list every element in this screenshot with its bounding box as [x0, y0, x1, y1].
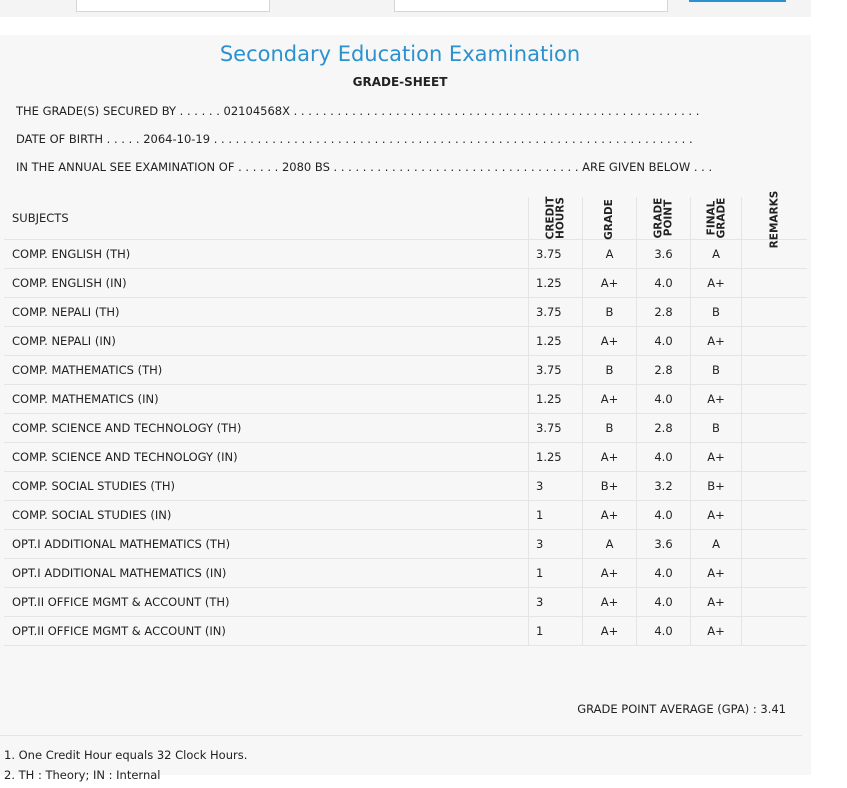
grade-cell: B — [583, 298, 637, 327]
table-row — [4, 414, 807, 443]
subject-cell: OPT.I ADDITIONAL MATHEMATICS (TH) — [4, 530, 529, 559]
table-row — [4, 559, 807, 588]
grade-point-cell: 4.0 — [637, 385, 691, 414]
grade-point-cell: 4.0 — [637, 559, 691, 588]
table-row — [4, 472, 807, 501]
grade-cell: B — [583, 414, 637, 443]
credit-hours-cell: 1 — [529, 501, 583, 530]
credit-hours-cell: 1 — [529, 559, 583, 588]
remarks-cell — [742, 443, 808, 472]
grade-cell: A+ — [583, 269, 637, 298]
grade-point-cell: 3.2 — [637, 472, 691, 501]
grade-point-cell: 3.6 — [637, 530, 691, 559]
credit-hours-cell: 3.75 — [529, 298, 583, 327]
header-grade-label: GRADE — [603, 199, 615, 240]
grade-point-cell: 4.0 — [637, 327, 691, 356]
table-row — [4, 240, 807, 269]
final-grade-cell: A — [691, 530, 742, 559]
note-item: 1. One Credit Hour equals 32 Clock Hours. — [4, 748, 248, 762]
final-grade-cell: B — [691, 298, 742, 327]
table-row — [4, 298, 807, 327]
final-grade-cell: A — [691, 240, 742, 269]
final-grade-cell: B — [691, 414, 742, 443]
credit-hours-cell: 1.25 — [529, 443, 583, 472]
final-grade-cell: A+ — [691, 559, 742, 588]
final-grade-cell: A+ — [691, 327, 742, 356]
subject-cell: COMP. SCIENCE AND TECHNOLOGY (TH) — [4, 414, 529, 443]
credit-hours-cell: 1 — [529, 617, 583, 646]
subject-cell: OPT.II OFFICE MGMT & ACCOUNT (TH) — [4, 588, 529, 617]
grade-point-cell: 2.8 — [637, 298, 691, 327]
info-secured-by: THE GRADE(S) SECURED BY . . . . . . 02104568X . . . . . . . . . . . . . . . . . . . . . . . . . . . . . . . . . . . . . . . . . . . . . . . . . . . . . . . . — [16, 104, 700, 118]
grades-table — [4, 190, 807, 646]
header-final-line2: GRADE — [715, 197, 727, 238]
final-grade-cell: B+ — [691, 472, 742, 501]
header-remarks-label: REMARKS — [768, 190, 780, 249]
table-row — [4, 443, 807, 472]
grade-point-cell: 4.0 — [637, 269, 691, 298]
grade-point-cell: 2.8 — [637, 414, 691, 443]
grade-point-cell: 4.0 — [637, 617, 691, 646]
header-grade — [583, 197, 637, 240]
subject-cell: COMP. NEPALI (TH) — [4, 298, 529, 327]
exam-suffix: ARE GIVEN BELOW . . . — [582, 160, 713, 174]
table-row — [4, 501, 807, 530]
remarks-cell — [742, 269, 808, 298]
table-row — [4, 617, 807, 646]
credit-hours-cell: 1.25 — [529, 385, 583, 414]
grade-cell: A+ — [583, 327, 637, 356]
note-item: 2. TH : Theory; IN : Internal — [4, 768, 161, 782]
grade-point-cell: 4.0 — [637, 501, 691, 530]
date-of-birth-input[interactable] — [394, 0, 668, 12]
grade-cell: A+ — [583, 385, 637, 414]
info-date-of-birth: DATE OF BIRTH . . . . . 2064-10-19 . . . . . . . . . . . . . . . . . . . . . . . . . . . . . . . . . . . . . . . . . . . . . . . . . . . . . . . . . . . . . . . . . . — [16, 132, 693, 146]
credit-hours-cell: 1.25 — [529, 269, 583, 298]
notes — [4, 748, 247, 788]
header-credit-line1: CREDIT — [544, 196, 557, 239]
remarks-cell — [742, 617, 808, 646]
subject-cell: COMP. ENGLISH (TH) — [4, 240, 529, 269]
credit-hours-cell: 1.25 — [529, 327, 583, 356]
subject-cell: COMP. MATHEMATICS (TH) — [4, 356, 529, 385]
grade-cell: B — [583, 356, 637, 385]
sheet-subtitle: GRADE-SHEET — [352, 75, 448, 89]
final-grade-cell: A+ — [691, 269, 742, 298]
header-gp-line1: GRADE — [652, 197, 665, 238]
header-credit-hours — [529, 197, 583, 240]
final-grade-cell: A+ — [691, 385, 742, 414]
credit-hours-cell: 3.75 — [529, 240, 583, 269]
final-grade-cell: A+ — [691, 617, 742, 646]
exam-value: 2080 BS — [281, 160, 330, 174]
credit-hours-cell: 3.75 — [529, 356, 583, 385]
dob-value: 2064-10-19 — [143, 132, 211, 146]
info-exam: IN THE ANNUAL SEE EXAMINATION OF . . . . . . 2080 BS . . . . . . . . . . . . . . . . . . . . . . . . . . . . . . . . . . ARE GIVEN BELOW . . . — [16, 160, 713, 174]
final-grade-cell: A+ — [691, 443, 742, 472]
grade-cell: A+ — [583, 588, 637, 617]
remarks-cell — [742, 559, 808, 588]
secured-by-label: THE GRADE(S) SECURED BY — [16, 104, 177, 118]
grade-cell: A — [583, 530, 637, 559]
subject-cell: COMP. SOCIAL STUDIES (TH) — [4, 472, 529, 501]
header-subjects: SUBJECTS — [4, 197, 529, 240]
grade-point-cell: 2.8 — [637, 356, 691, 385]
remarks-cell — [742, 501, 808, 530]
header-gp-line2: POINT — [662, 199, 675, 236]
remarks-cell — [742, 385, 808, 414]
table-header-row — [4, 197, 807, 240]
subject-cell: COMP. MATHEMATICS (IN) — [4, 385, 529, 414]
table-row — [4, 588, 807, 617]
remarks-cell — [742, 298, 808, 327]
symbol-number-input[interactable] — [76, 0, 270, 12]
page-title: Secondary Education Examination — [219, 42, 581, 66]
remarks-cell — [742, 356, 808, 385]
dob-label: DATE OF BIRTH — [16, 132, 104, 146]
grade-point-cell: 3.6 — [637, 240, 691, 269]
grade-cell: A+ — [583, 559, 637, 588]
grade-cell: A+ — [583, 443, 637, 472]
credit-hours-cell: 3.75 — [529, 414, 583, 443]
secured-by-value: 02104568X — [223, 104, 290, 118]
gpa-value: GRADE POINT AVERAGE (GPA) : 3.41 — [577, 702, 786, 716]
remarks-cell — [742, 327, 808, 356]
header-remarks — [742, 190, 808, 249]
subject-cell: COMP. SCIENCE AND TECHNOLOGY (IN) — [4, 443, 529, 472]
remarks-cell — [742, 414, 808, 443]
submit-button[interactable] — [689, 0, 786, 2]
credit-hours-cell: 3 — [529, 472, 583, 501]
header-credit-line2: HOURS — [554, 196, 567, 239]
final-grade-cell: B — [691, 356, 742, 385]
table-row — [4, 530, 807, 559]
table-row — [4, 327, 807, 356]
grade-cell: A — [583, 240, 637, 269]
subject-cell: COMP. NEPALI (IN) — [4, 327, 529, 356]
table-row — [4, 356, 807, 385]
remarks-cell — [742, 588, 808, 617]
header-grade-point — [637, 197, 691, 240]
table-row — [4, 385, 807, 414]
remarks-cell — [742, 472, 808, 501]
grade-cell: A+ — [583, 617, 637, 646]
header-final-grade — [691, 197, 742, 240]
grade-cell: A+ — [583, 501, 637, 530]
header-final-line1: FINAL — [705, 200, 717, 235]
grade-point-cell: 4.0 — [637, 443, 691, 472]
credit-hours-cell: 3 — [529, 530, 583, 559]
subject-cell: COMP. ENGLISH (IN) — [4, 269, 529, 298]
subject-cell: OPT.I ADDITIONAL MATHEMATICS (IN) — [4, 559, 529, 588]
credit-hours-cell: 3 — [529, 588, 583, 617]
table-row — [4, 269, 807, 298]
subject-cell: COMP. SOCIAL STUDIES (IN) — [4, 501, 529, 530]
exam-label: IN THE ANNUAL SEE EXAMINATION OF — [16, 160, 235, 174]
subject-cell: OPT.II OFFICE MGMT & ACCOUNT (IN) — [4, 617, 529, 646]
grade-cell: B+ — [583, 472, 637, 501]
gpa-row — [0, 683, 802, 736]
grade-point-cell: 4.0 — [637, 588, 691, 617]
remarks-cell — [742, 530, 808, 559]
final-grade-cell: A+ — [691, 588, 742, 617]
final-grade-cell: A+ — [691, 501, 742, 530]
